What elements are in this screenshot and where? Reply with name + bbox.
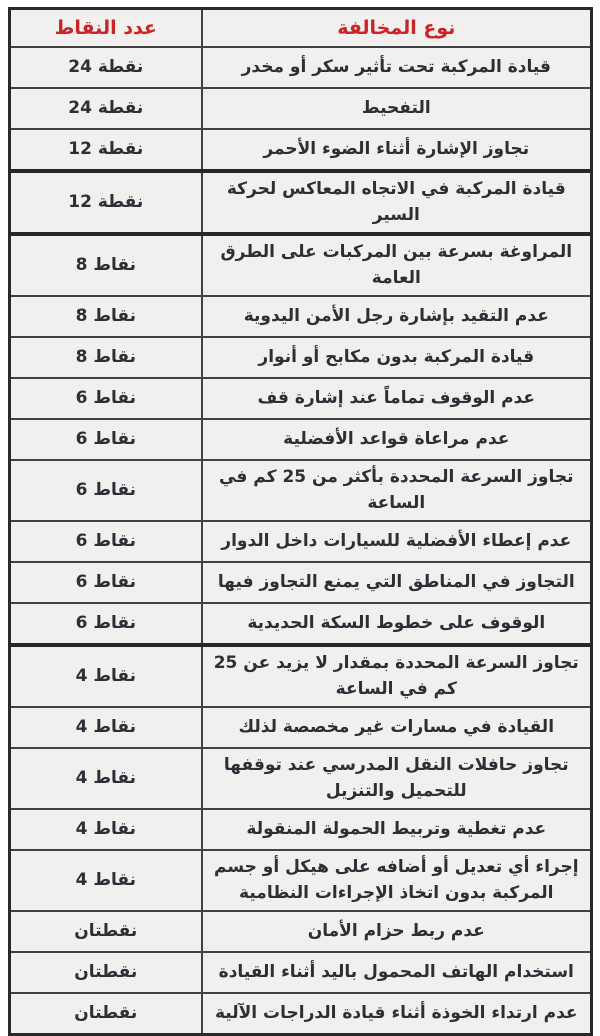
violations-points-table — [8, 7, 593, 1036]
points-cell: 6 نقاط — [10, 419, 202, 460]
points-cell: نقطتان — [10, 952, 202, 993]
table-row — [10, 911, 592, 952]
table-row — [10, 952, 592, 993]
table-row — [10, 47, 592, 88]
violation-cell: قيادة المركبة في الاتجاه المعاكس لحركة السير — [202, 171, 592, 234]
table-row — [10, 562, 592, 603]
table-row — [10, 171, 592, 234]
table-row — [10, 460, 592, 521]
points-cell: 8 نقاط — [10, 337, 202, 378]
points-cell: 6 نقاط — [10, 460, 202, 521]
points-cell: نقطتان — [10, 911, 202, 952]
violation-cell: عدم مراعاة قواعد الأفضلية — [202, 419, 592, 460]
points-cell: 12 نقطة — [10, 171, 202, 234]
violation-cell: إجراء أي تعديل أو أضافه على هيكل أو جسم المركبة بدون اتخاذ الإجراءات النظامية — [202, 850, 592, 911]
violation-cell: قيادة المركبة بدون مكابح أو أنوار — [202, 337, 592, 378]
violation-cell: القيادة في مسارات غير مخصصة لذلك — [202, 707, 592, 748]
table-row — [10, 296, 592, 337]
points-cell: 4 نقاط — [10, 850, 202, 911]
points-cell: 12 نقطة — [10, 129, 202, 171]
violation-cell: عدم ربط حزام الأمان — [202, 911, 592, 952]
points-cell: 8 نقاط — [10, 296, 202, 337]
col-header-points-count: عدد النقاط — [10, 9, 202, 48]
table-row — [10, 645, 592, 707]
table-row — [10, 88, 592, 129]
table-row — [10, 850, 592, 911]
violation-cell: التجاوز في المناطق التي يمنع التجاوز فيها — [202, 562, 592, 603]
violation-cell: الوقوف على خطوط السكة الحديدية — [202, 603, 592, 645]
points-cell: 4 نقاط — [10, 809, 202, 850]
points-cell: 6 نقاط — [10, 521, 202, 562]
violation-cell: عدم الوقوف تماماً عند إشارة قف — [202, 378, 592, 419]
violation-cell: عدم تغطية وتربيط الحمولة المنقولة — [202, 809, 592, 850]
violation-cell: المراوغة بسرعة بين المركبات على الطرق العامة — [202, 234, 592, 296]
table-row — [10, 993, 592, 1035]
points-cell: 4 نقاط — [10, 645, 202, 707]
table-row — [10, 378, 592, 419]
violation-cell: تجاوز الإشارة أثناء الضوء الأحمر — [202, 129, 592, 171]
table-row — [10, 521, 592, 562]
points-cell: 8 نقاط — [10, 234, 202, 296]
violation-cell: استخدام الهاتف المحمول باليد أثناء القيادة — [202, 952, 592, 993]
points-cell: 6 نقاط — [10, 562, 202, 603]
table-row — [10, 337, 592, 378]
table-row — [10, 707, 592, 748]
points-cell: 24 نقطة — [10, 88, 202, 129]
col-header-violation-type: نوع المخالفة — [202, 9, 592, 48]
points-cell: 4 نقاط — [10, 748, 202, 809]
table-row — [10, 603, 592, 645]
points-cell: 6 نقاط — [10, 378, 202, 419]
points-cell: نقطتان — [10, 993, 202, 1035]
table-row — [10, 129, 592, 171]
violation-cell: عدم التقيد بإشارة رجل الأمن اليدوية — [202, 296, 592, 337]
table-row — [10, 748, 592, 809]
table-header-row — [10, 9, 592, 48]
table-row — [10, 234, 592, 296]
violation-cell: تجاوز السرعة المحددة بأكثر من 25 كم في الساعة — [202, 460, 592, 521]
points-cell: 6 نقاط — [10, 603, 202, 645]
violation-cell: عدم ارتداء الخوذة أثناء قيادة الدراجات الآلية — [202, 993, 592, 1035]
table-row — [10, 419, 592, 460]
points-cell: 24 نقطة — [10, 47, 202, 88]
violation-cell: التفحيط — [202, 88, 592, 129]
violation-cell: عدم إعطاء الأفضلية للسيارات داخل الدوار — [202, 521, 592, 562]
violation-cell: قيادة المركبة تحت تأثير سكر أو مخدر — [202, 47, 592, 88]
table-row — [10, 809, 592, 850]
violation-cell: تجاوز حافلات النقل المدرسي عند توقفها للتحميل والتنزيل — [202, 748, 592, 809]
violation-cell: تجاوز السرعة المحددة بمقدار لا يزيد عن 25 كم في الساعة — [202, 645, 592, 707]
points-cell: 4 نقاط — [10, 707, 202, 748]
